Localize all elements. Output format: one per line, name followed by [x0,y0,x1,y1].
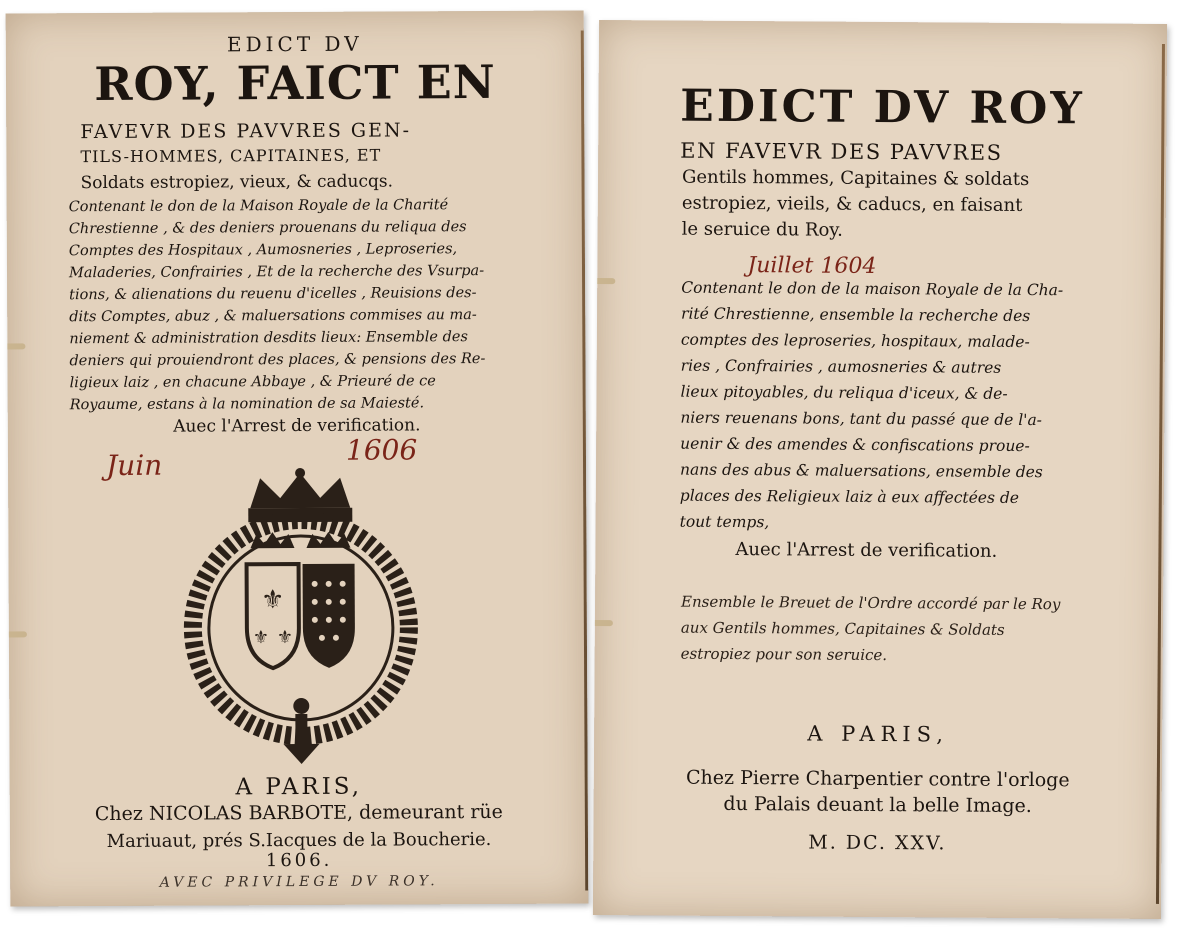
right-ensemble-line: aux Gentils hommes, Capitaines & Soldats [680,618,1005,639]
left-place-line: A PARIS, [235,773,363,801]
left-body-line: niement & administration desdits lieux: Ensemble des [69,329,468,348]
right-subtitle-line: Gentils hommes, Capitaines & soldats [681,166,1030,191]
svg-text:⚜: ⚜ [252,627,270,649]
left-handwritten-year: 1606 [345,433,418,467]
right-subtitle-line: le seruice du Roy. [681,218,843,241]
right-title-line-1: EDICT DV ROY [680,80,1085,135]
right-imprint-line-1: Chez Pierre Charpentier contre l'orloge [685,766,1070,792]
left-imprint-line-2: Mariuaut, prés S.Iacques de la Boucherie. [106,828,492,853]
right-body-line: lieux pitoyables, du reliqua d'iceux, & de- [680,382,1008,403]
right-verification-line: Auec l'Arrest de verification. [735,538,998,562]
left-body-line: Comptes des Hospitaux , Aumosneries , Leproseries, [68,241,458,260]
left-title-line-2: ROY, FAICT EN [94,54,496,112]
right-subtitle-line: estropiez, vieils, & caducs, en faisant [681,192,1023,216]
left-body-line: Maladeries, Confrairies , Et de la recherche des Vsurpa- [68,263,485,282]
left-privilege-line: AVEC PRIVILEGE DV ROY. [159,873,439,891]
left-body-line: deniers qui prouiendront des places, & pensions des Re- [69,351,486,370]
right-body-line: places des Religieux laiz à eux affectées de [679,486,1020,507]
right-body-line: rité Chrestienne, ensemble la recherche des [681,304,1031,326]
right-body-line: Contenant le don de la maison Royale de la Cha- [681,278,1064,300]
right-body-line: nans des abus & maluersations, ensemble des [679,460,1043,482]
left-body-line: tions, & alienations du reuenu d'icelles , Reuisions des- [69,285,477,304]
binding-thread [6,631,27,637]
right-body-line: uenir & des amendes & confiscations proue- [680,434,1030,456]
binding-thread [593,620,613,626]
left-date-line: 1606. [265,849,333,872]
binding-thread [6,343,26,349]
left-verification-line: Auec l'Arrest de verification. [173,415,421,437]
left-title-line-1: EDICT DV [226,31,363,57]
right-ensemble-line: estropiez pour son seruice. [680,644,888,665]
left-title-line-5: Soldats estropiez, vieux, & caducqs. [80,171,394,194]
right-place-line: A PARIS, [807,721,950,747]
right-title-page [593,20,1167,919]
left-title-page [6,10,589,906]
right-handwritten-date: Juillet 1604 [747,253,877,279]
right-body-line: comptes des leproseries, hospitaux, malade- [680,330,1030,352]
right-body-line: tout temps, [679,512,770,532]
royal-crest-icon [180,467,422,768]
right-ensemble-line: Ensemble le Breuet de l'Ordre accordé par le Roy [681,592,1061,614]
left-body-line: Contenant le don de la Maison Royale de la Charité [68,197,449,216]
right-body-line: niers reuenans bons, tant du passé que de l'a- [680,408,1043,430]
svg-text:⚜: ⚜ [261,585,285,616]
left-title-line-4: TILS-HOMMES, CAPITAINES, ET [80,145,382,167]
left-page-spine-edge [581,30,589,890]
left-body-line: Royaume, estans à la nomination de sa Maiesté. [69,395,425,414]
right-title-line-2: EN FAVEVR DES PAVVRES [680,138,1003,165]
right-imprint-line-2: du Palais deuant la belle Image. [723,792,1032,818]
right-body-line: ries , Confrairies , aumosneries & autres [680,356,1002,377]
right-date-line: M. DC. XXV. [808,831,947,855]
binding-thread [593,278,615,284]
left-body-line: ligieux laiz , en chacune Abbaye , & Prieuré de ce [69,373,436,392]
left-title-line-3: FAVEVR DES PAVVRES GEN- [80,119,412,144]
svg-text:⚜: ⚜ [276,627,294,649]
left-imprint-line-1: Chez NICOLAS BARBOTE, demeurant rüe [94,800,503,826]
left-handwritten-month: Juin [105,448,163,482]
left-body-line: dits Comptes, abuz , & maluersations commises au ma- [69,307,477,326]
left-body-line: Chrestienne , & des deniers prouenans du reliqua des [68,219,467,238]
